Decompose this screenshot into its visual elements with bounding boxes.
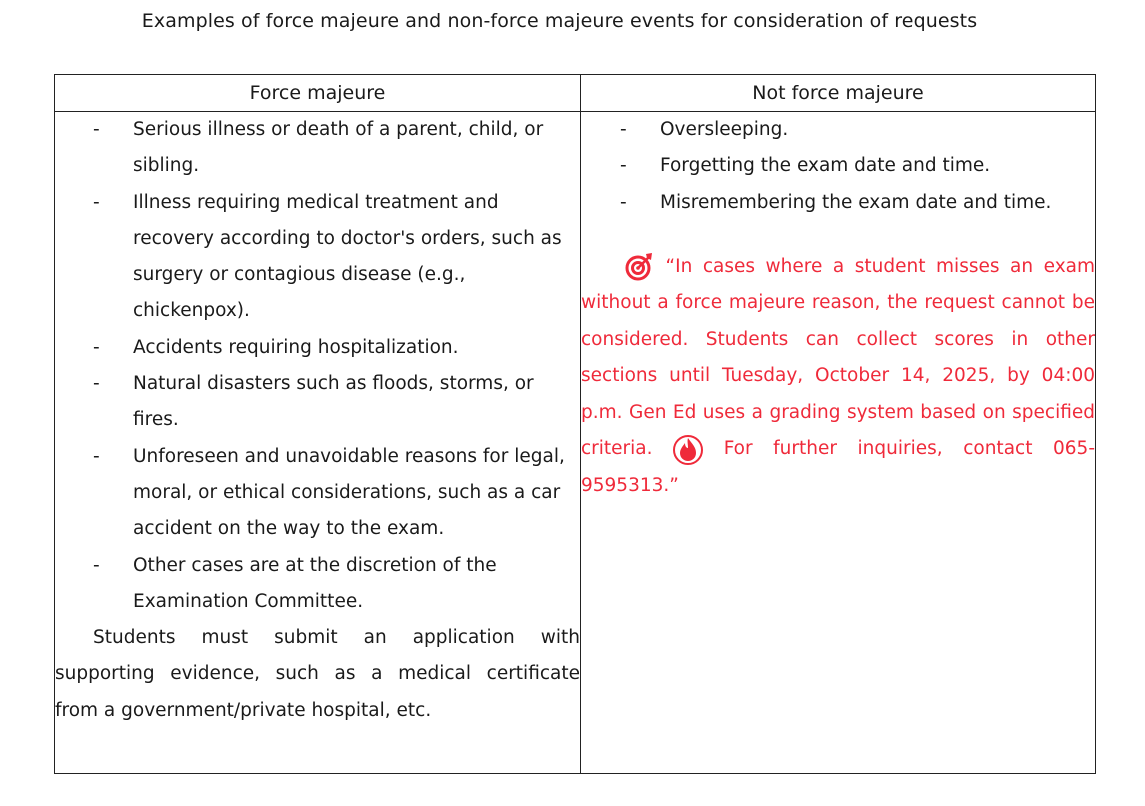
list-item-text: Oversleeping. — [660, 119, 789, 140]
target-icon — [625, 253, 655, 281]
bullet-dash: - — [620, 119, 627, 140]
list-item-text: Accidents requiring hospitalization. — [133, 336, 459, 358]
bullet-dash: - — [620, 155, 627, 177]
inquiries-contact-text: For further inquiries, contact 065-9595313.” — [581, 438, 1096, 496]
header-force-majeure: Force majeure — [55, 75, 581, 112]
list-item-text: Illness requiring medical treatment and recovery according to doctor's orders, such as surgery or contagious disease (e.g., chickenpox). — [133, 191, 562, 322]
bullet-dash: - — [93, 119, 100, 140]
bullet-dash: - — [93, 445, 100, 467]
missed-exam-note-text: “In cases where a student misses an exam without a force majeure reason, the request cannot be considered. Students can collect scores in other sections until Tuesday, October 14, 2025, by 04:00 p.m. Gen Ed uses a grading system based on specified criteria. — [581, 255, 1095, 460]
submission-note-line2: supporting evidence, such as a medical certificate — [55, 663, 580, 685]
not-force-majeure-list — [581, 112, 1095, 221]
page-title: Examples of force majeure and non-force majeure events for consideration of requests — [141, 10, 978, 32]
events-table — [54, 74, 1096, 774]
list-item — [581, 185, 1095, 221]
list-item — [55, 112, 580, 185]
list-item — [55, 185, 580, 330]
table-header-row — [55, 75, 1096, 112]
list-item-text: Natural disasters such as floods, storms, or fires. — [133, 373, 534, 431]
table-row — [55, 112, 1096, 774]
fire-icon — [673, 433, 703, 465]
list-item — [55, 330, 580, 366]
force-majeure-cell — [55, 112, 581, 774]
bullet-dash: - — [620, 191, 627, 213]
bullet-dash: - — [93, 554, 100, 576]
list-item — [581, 148, 1095, 184]
list-item-text: Misremembering the exam date and time. — [660, 191, 1052, 213]
submission-note-line1: Students must submit an application with — [93, 627, 580, 649]
list-item-text: Unforeseen and unavoidable reasons for legal, moral, or ethical considerations, such as a car accident on the way to the exam. — [133, 445, 565, 540]
bullet-dash: - — [93, 336, 100, 358]
not-force-majeure-cell — [581, 112, 1096, 774]
submission-note-line3: from a government/private hospital, etc. — [55, 699, 432, 721]
missed-exam-note — [581, 249, 1095, 505]
list-item-text: Forgetting the exam date and time. — [660, 155, 991, 177]
list-item — [55, 439, 580, 548]
bullet-dash: - — [93, 191, 100, 213]
bullet-dash: - — [93, 373, 100, 395]
list-item — [581, 112, 1095, 148]
header-not-force-majeure: Not force majeure — [581, 75, 1096, 112]
list-item — [55, 366, 580, 439]
force-majeure-list — [55, 112, 580, 620]
list-item-text: Other cases are at the discretion of the Examination Committee. — [133, 554, 497, 612]
list-item-text: Serious illness or death of a parent, child, or sibling. — [133, 119, 544, 177]
list-item — [55, 548, 580, 621]
